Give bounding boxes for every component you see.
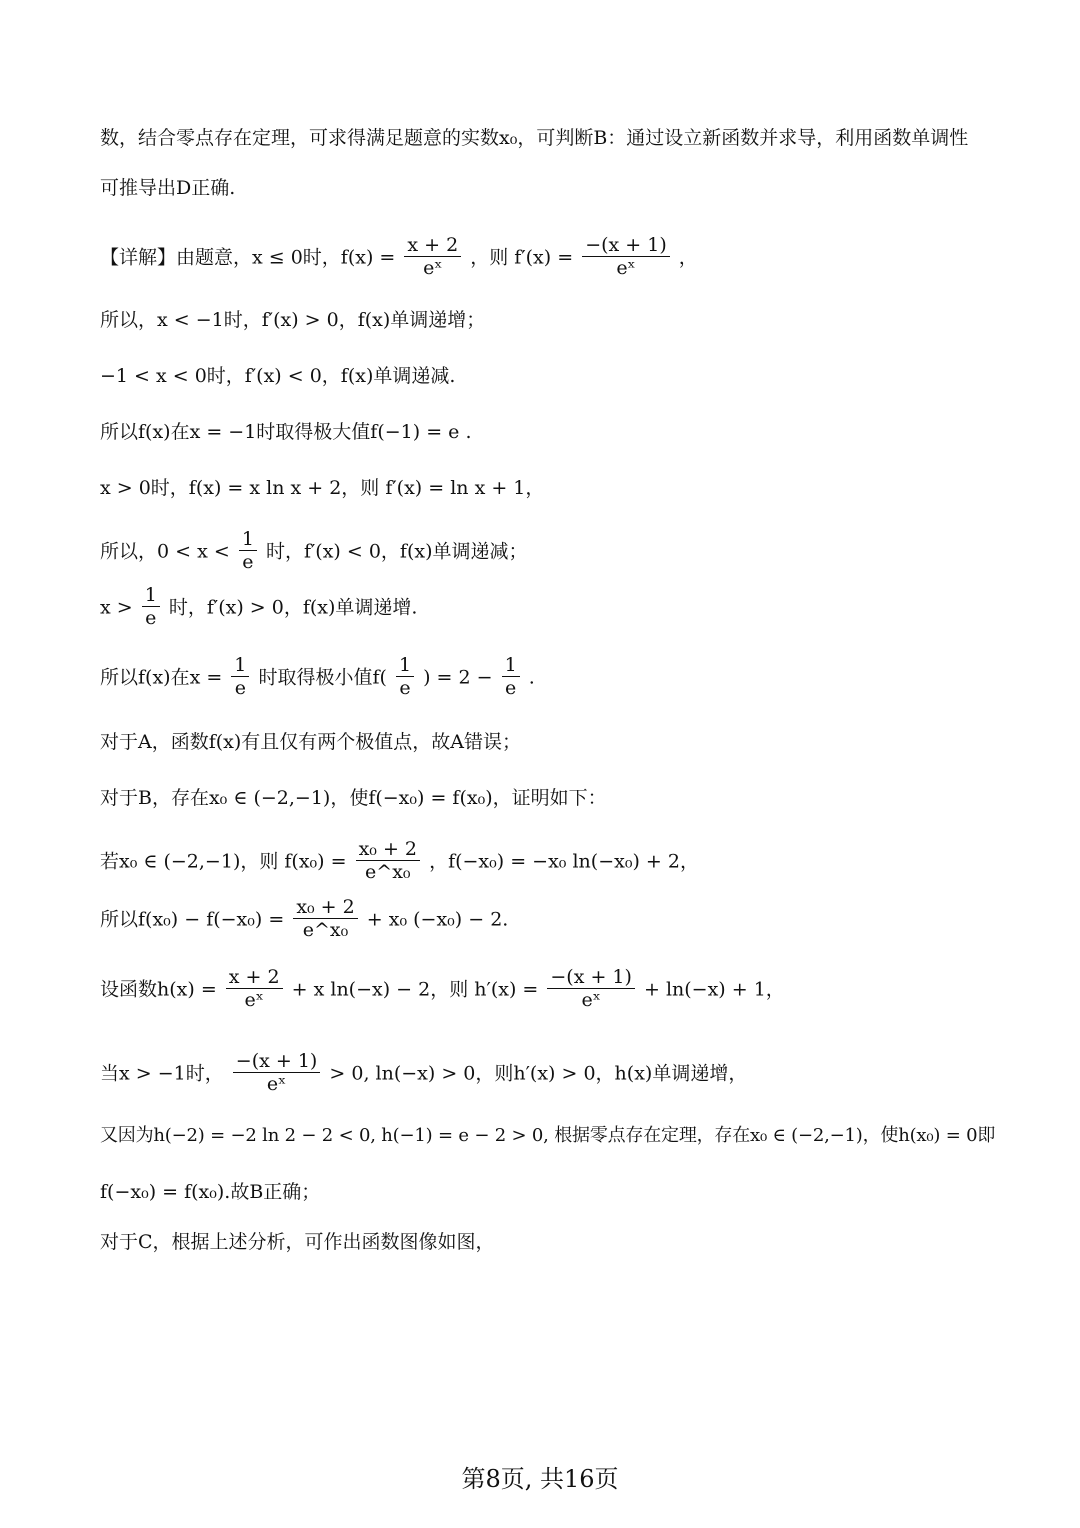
text-segment: ) = 2 − [423, 666, 493, 689]
detail-line-16: f(−x₀) = f(x₀).故B正确； [100, 1181, 321, 1203]
detail-line-1 [100, 236, 980, 281]
denominator: e [505, 677, 517, 699]
fraction [502, 654, 520, 699]
detail-line-15: 又因为h(−2) = −2 ln 2 − 2 < 0, h(−1) = e − 2 > 0, 根据零点存在定理，存在x₀ ∈ (−2,−1)，使h(x₀) = 0即 [100, 1125, 996, 1146]
text-segment: 时，f′(x) < 0，f(x)单调递减； [265, 540, 528, 563]
numerator: 1 [142, 584, 160, 607]
text-segment: ，f(−x₀) = −x₀ ln(−x₀) + 2， [429, 850, 699, 873]
text-segment: 时取得极小值f( [258, 666, 387, 689]
detail-line-8 [100, 656, 980, 701]
numerator: x + 2 [226, 966, 283, 989]
numerator: x + 2 [404, 234, 461, 257]
detail-line-6 [100, 530, 980, 575]
fraction [239, 528, 257, 573]
fraction [226, 966, 283, 1011]
fraction [547, 966, 635, 1011]
fraction [142, 584, 160, 629]
detail-line-11 [100, 840, 980, 885]
numerator: 1 [231, 654, 249, 677]
numerator: 1 [502, 654, 520, 677]
detail-line-3: −1 < x < 0时，f′(x) < 0，f(x)单调递减. [100, 365, 456, 387]
detail-line-13 [100, 968, 980, 1013]
denominator: eˣ [423, 257, 443, 279]
fraction [231, 654, 249, 699]
text-segment: . [528, 666, 535, 689]
detail-line-7 [100, 586, 980, 631]
text-segment: > 0, ln(−x) > 0，则h′(x) > 0，h(x)单调递增， [329, 1062, 748, 1085]
text-segment: 若x₀ ∈ (−2,−1)，则 f(x₀) = [100, 850, 347, 873]
fraction [404, 234, 461, 279]
numerator: 1 [239, 528, 257, 551]
fraction [582, 234, 670, 279]
text-segment: + x₀ (−x₀) − 2. [366, 908, 509, 931]
denominator: e^x₀ [302, 919, 349, 941]
text-segment: 时，f′(x) > 0，f(x)单调递增. [168, 596, 418, 619]
numerator: −(x + 1) [582, 234, 670, 257]
fraction [293, 896, 357, 941]
text-segment: 所以f(x₀) − f(−x₀) = [100, 908, 285, 931]
denominator: eˣ [581, 989, 601, 1011]
denominator: e^x₀ [365, 861, 411, 883]
text-segment: 【详解】由题意，x ≤ 0时，f(x) = [100, 246, 396, 269]
text-segment: + ln(−x) + 1， [643, 978, 785, 1001]
denominator: eˣ [244, 989, 264, 1011]
numerator: x₀ + 2 [356, 838, 420, 861]
numerator: −(x + 1) [233, 1050, 321, 1073]
fraction [356, 838, 420, 883]
denominator: e [234, 677, 246, 699]
text-segment: + x ln(−x) − 2，则 h′(x) = [291, 978, 539, 1001]
text-segment: ，则 f′(x) = [470, 246, 574, 269]
text-segment: 所以，0 < x < [100, 540, 230, 563]
detail-line-5: x > 0时，f(x) = x ln x + 2，则 f′(x) = ln x + 1， [100, 477, 545, 499]
numerator: −(x + 1) [547, 966, 635, 989]
text-segment: 设函数h(x) = [100, 978, 217, 1001]
page-footer: 第8页, 共16页 [461, 1465, 619, 1493]
option-b-line: 对于B，存在x₀ ∈ (−2,−1)，使f(−x₀) = f(x₀)，证明如下： [100, 787, 607, 809]
intro-line-1: 数，结合零点存在定理，可求得满足题意的实数x₀，可判断B：通过设立新函数并求导，利用函数单调性 [100, 127, 969, 149]
numerator: x₀ + 2 [293, 896, 357, 919]
numerator: 1 [396, 654, 414, 677]
intro-line-2: 可推导出D正确. [100, 177, 236, 199]
text-segment: 所以f(x)在x = [100, 666, 223, 689]
text-segment: x > [100, 596, 133, 619]
text-segment: 当x > −1时， [100, 1062, 224, 1085]
fraction [233, 1050, 321, 1095]
option-c-line: 对于C，根据上述分析，可作出函数图像如图， [100, 1231, 495, 1253]
option-a-line: 对于A，函数f(x)有且仅有两个极值点，故A错误； [100, 731, 522, 753]
detail-line-14 [100, 1052, 980, 1097]
detail-line-12 [100, 898, 980, 943]
denominator: eˣ [266, 1073, 287, 1095]
detail-line-2: 所以，x < −1时，f′(x) > 0，f(x)单调递增； [100, 309, 486, 331]
denominator: eˣ [616, 257, 636, 279]
text-segment: ， [678, 246, 698, 269]
denominator: e [242, 551, 254, 573]
fraction [396, 654, 414, 699]
denominator: e [399, 677, 411, 699]
denominator: e [145, 607, 157, 629]
detail-line-4: 所以f(x)在x = −1时取得极大值f(−1) = e . [100, 421, 472, 443]
